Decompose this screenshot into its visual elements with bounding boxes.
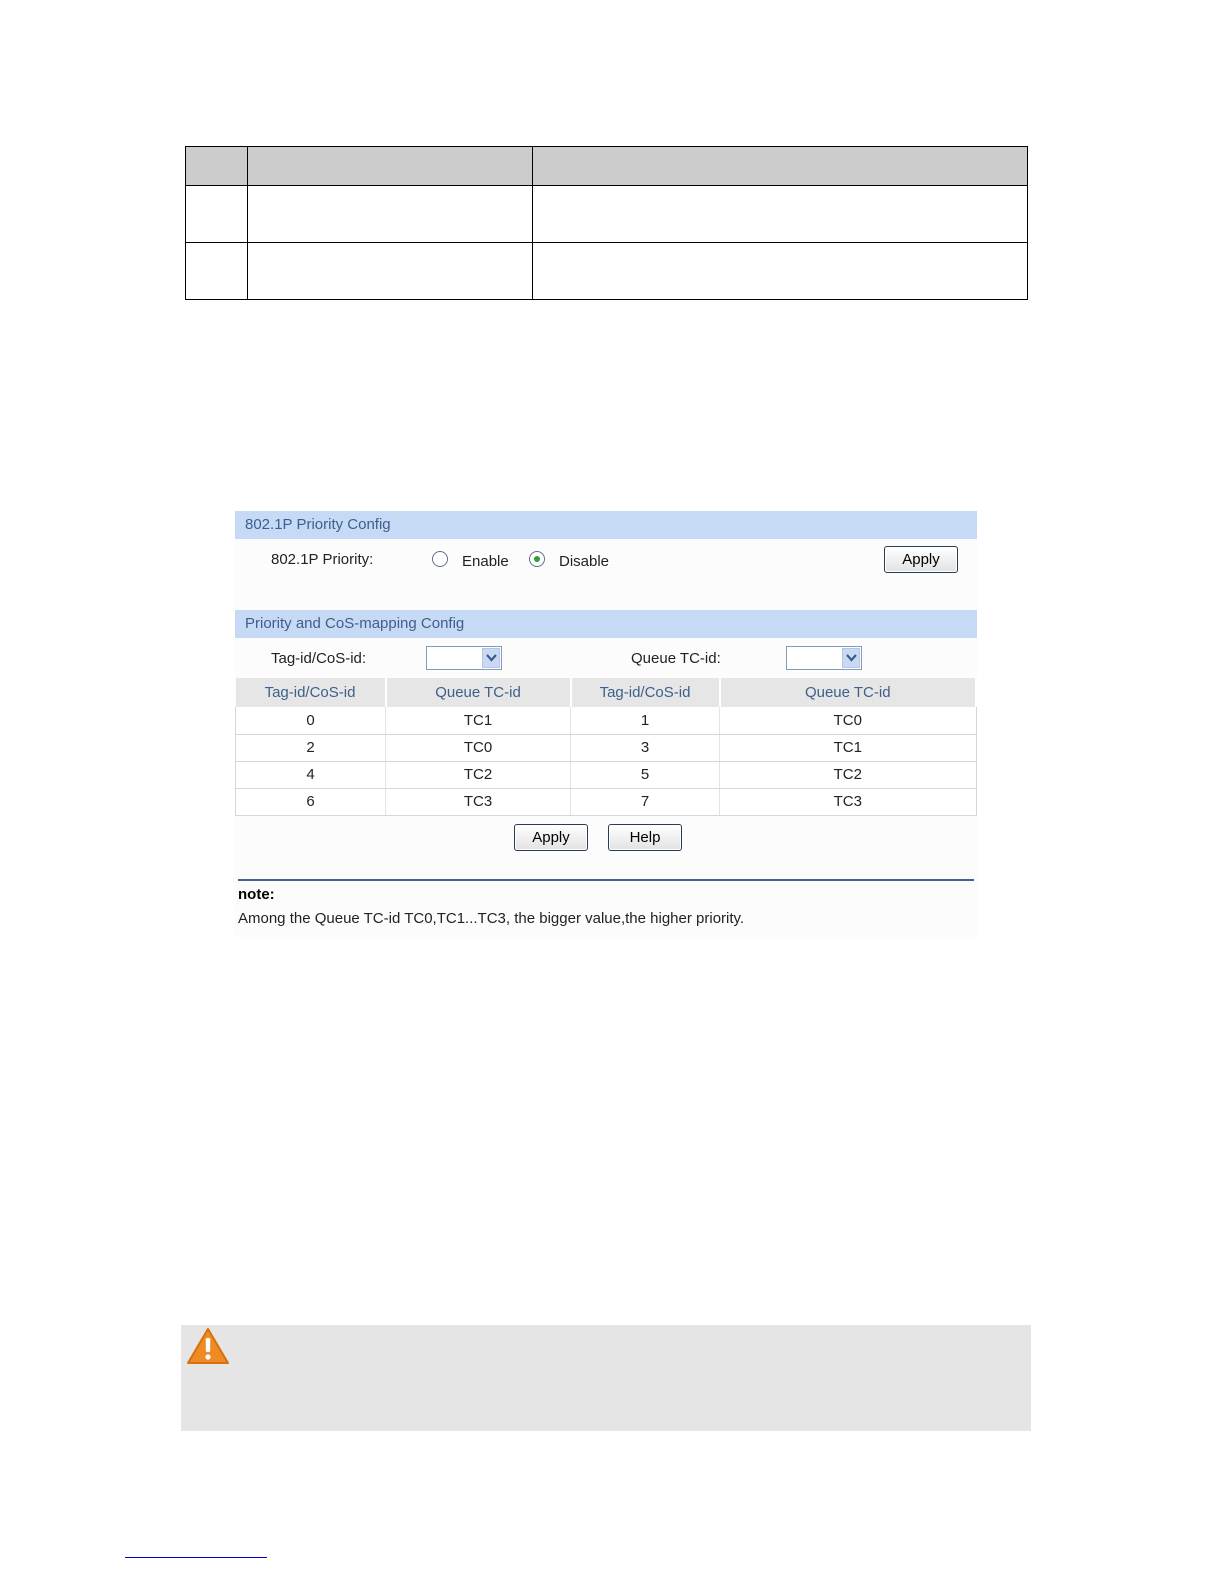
- queue-tc-cell: TC2: [386, 761, 571, 788]
- enable-radio[interactable]: [432, 551, 448, 567]
- enable-radio-label[interactable]: Enable: [462, 553, 509, 570]
- queue-tc-cell: TC0: [386, 734, 571, 761]
- column-header: Tag-id/CoS-id: [571, 678, 720, 707]
- tag-id-cell: 5: [571, 761, 720, 788]
- note-divider: [238, 879, 974, 881]
- disable-radio[interactable]: [529, 551, 545, 567]
- queue-tc-cell: TC1: [386, 707, 571, 734]
- table-row: [236, 761, 977, 788]
- tag-id-cell: 3: [571, 734, 720, 761]
- queue-tc-cell: TC0: [720, 707, 977, 734]
- tag-id-cell: 2: [236, 734, 386, 761]
- table-row: [236, 734, 977, 761]
- help-button[interactable]: Help: [608, 824, 682, 851]
- document-table-row: [186, 243, 1028, 300]
- queue-tc-cell: TC3: [720, 788, 977, 815]
- warning-triangle-icon: [186, 1327, 230, 1365]
- tag-id-cell: 1: [571, 707, 720, 734]
- queue-tc-id-select[interactable]: [786, 646, 862, 670]
- footer-underline: [125, 1557, 267, 1558]
- chevron-down-icon[interactable]: [842, 648, 860, 668]
- queue-tc-cell: TC3: [386, 788, 571, 815]
- mapping-config-header: Priority and CoS-mapping Config: [235, 610, 977, 638]
- disable-radio-label[interactable]: Disable: [559, 553, 610, 570]
- queue-tc-id-label: Queue TC-id:: [631, 650, 721, 667]
- tag-id-label: Tag-id/CoS-id:: [271, 650, 367, 667]
- document-table-header-row: [186, 147, 1028, 186]
- tag-id-select[interactable]: [426, 646, 502, 670]
- warning-box: [181, 1325, 1031, 1431]
- document-table-row: [186, 186, 1028, 243]
- note-title: note:: [238, 886, 275, 903]
- priority-config-header: 802.1P Priority Config: [235, 511, 977, 539]
- note-text: Among the Queue TC-id TC0,TC1...TC3, the bigger value,the higher priority.: [238, 910, 745, 927]
- tag-id-cell: 0: [236, 707, 386, 734]
- tag-id-cell: 4: [236, 761, 386, 788]
- table-header-row: [236, 678, 977, 707]
- column-header: Tag-id/CoS-id: [236, 678, 386, 707]
- priority-label: 802.1P Priority:: [271, 551, 374, 568]
- document-table: [185, 146, 1028, 300]
- tag-id-cell: 7: [571, 788, 720, 815]
- table-row: [236, 788, 977, 815]
- column-header: Queue TC-id: [720, 678, 977, 707]
- cos-mapping-table: [235, 678, 977, 816]
- table-row: [236, 707, 977, 734]
- tag-id-cell: 6: [236, 788, 386, 815]
- mapping-apply-button[interactable]: Apply: [514, 824, 588, 851]
- column-header: Queue TC-id: [386, 678, 571, 707]
- chevron-down-icon[interactable]: [482, 648, 500, 668]
- priority-apply-button[interactable]: Apply: [884, 546, 958, 573]
- queue-tc-cell: TC1: [720, 734, 977, 761]
- qos-config-panel: [235, 511, 977, 937]
- queue-tc-cell: TC2: [720, 761, 977, 788]
